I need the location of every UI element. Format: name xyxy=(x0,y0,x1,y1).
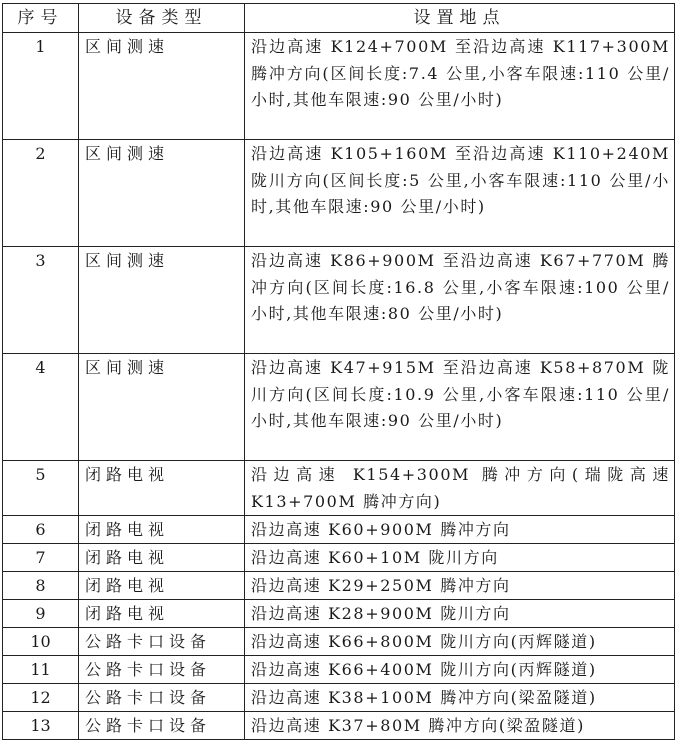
row-num: 13 xyxy=(3,712,79,740)
row-location: 沿边高速 K60+900M 腾冲方向 xyxy=(245,516,675,544)
row-type: 闭路电视 xyxy=(79,572,245,600)
row-location: 沿边高速 K154+300M 腾冲方向(瑞陇高速 K13+700M 腾冲方向) xyxy=(245,461,675,516)
table-row xyxy=(3,461,675,516)
row-type: 闭路电视 xyxy=(79,516,245,544)
table-row xyxy=(3,354,675,461)
row-location: 沿边高速 K86+900M 至沿边高速 K67+770M 腾冲方向(区间长度:16.8 公里,小客车限速:100 公里/小时,其他车限速:80 公里/小时) xyxy=(245,247,675,354)
row-num: 12 xyxy=(3,684,79,712)
table-row xyxy=(3,712,675,740)
row-type: 区间测速 xyxy=(79,354,245,461)
row-location: 沿边高速 K37+80M 腾冲方向(梁盈隧道) xyxy=(245,712,675,740)
row-num: 7 xyxy=(3,544,79,572)
row-type: 公路卡口设备 xyxy=(79,684,245,712)
row-num: 6 xyxy=(3,516,79,544)
row-type: 区间测速 xyxy=(79,247,245,354)
row-location: 沿边高速 K66+400M 陇川方向(丙辉隧道) xyxy=(245,656,675,684)
row-num: 3 xyxy=(3,247,79,354)
device-location-table xyxy=(2,3,675,740)
table-row xyxy=(3,628,675,656)
row-type: 闭路电视 xyxy=(79,600,245,628)
row-type: 公路卡口设备 xyxy=(79,656,245,684)
table-row xyxy=(3,140,675,247)
table-row xyxy=(3,572,675,600)
row-num: 9 xyxy=(3,600,79,628)
row-type: 闭路电视 xyxy=(79,461,245,516)
row-location: 沿边高速 K105+160M 至沿边高速 K110+240M 陇川方向(区间长度:5 公里,小客车限速:110 公里/小时,其他车限速:90 公里/小时) xyxy=(245,140,675,247)
row-type: 区间测速 xyxy=(79,140,245,247)
row-location: 沿边高速 K38+100M 腾冲方向(梁盈隧道) xyxy=(245,684,675,712)
row-location: 沿边高速 K66+800M 陇川方向(丙辉隧道) xyxy=(245,628,675,656)
row-location: 沿边高速 K47+915M 至沿边高速 K58+870M 陇川方向(区间长度:10.9 公里,小客车限速:110 公里/小时,其他车限速:90 公里/小时) xyxy=(245,354,675,461)
row-num: 1 xyxy=(3,33,79,140)
table-row xyxy=(3,544,675,572)
header-type: 设备类型 xyxy=(79,4,245,33)
table-row xyxy=(3,600,675,628)
row-type: 公路卡口设备 xyxy=(79,628,245,656)
header-location: 设置地点 xyxy=(245,4,675,33)
row-num: 4 xyxy=(3,354,79,461)
row-type: 闭路电视 xyxy=(79,544,245,572)
table-header-row xyxy=(3,4,675,33)
header-num: 序号 xyxy=(3,4,79,33)
table-row xyxy=(3,656,675,684)
table-row xyxy=(3,247,675,354)
row-type: 公路卡口设备 xyxy=(79,712,245,740)
table-row xyxy=(3,516,675,544)
row-num: 2 xyxy=(3,140,79,247)
row-location: 沿边高速 K29+250M 腾冲方向 xyxy=(245,572,675,600)
row-location: 沿边高速 K28+900M 陇川方向 xyxy=(245,600,675,628)
row-num: 11 xyxy=(3,656,79,684)
row-num: 10 xyxy=(3,628,79,656)
row-type: 区间测速 xyxy=(79,33,245,140)
table-row xyxy=(3,33,675,140)
row-num: 8 xyxy=(3,572,79,600)
row-num: 5 xyxy=(3,461,79,516)
row-location: 沿边高速 K60+10M 陇川方向 xyxy=(245,544,675,572)
row-location: 沿边高速 K124+700M 至沿边高速 K117+300M 腾冲方向(区间长度:7.4 公里,小客车限速:110 公里/小时,其他车限速:90 公里/小时) xyxy=(245,33,675,140)
table-row xyxy=(3,684,675,712)
